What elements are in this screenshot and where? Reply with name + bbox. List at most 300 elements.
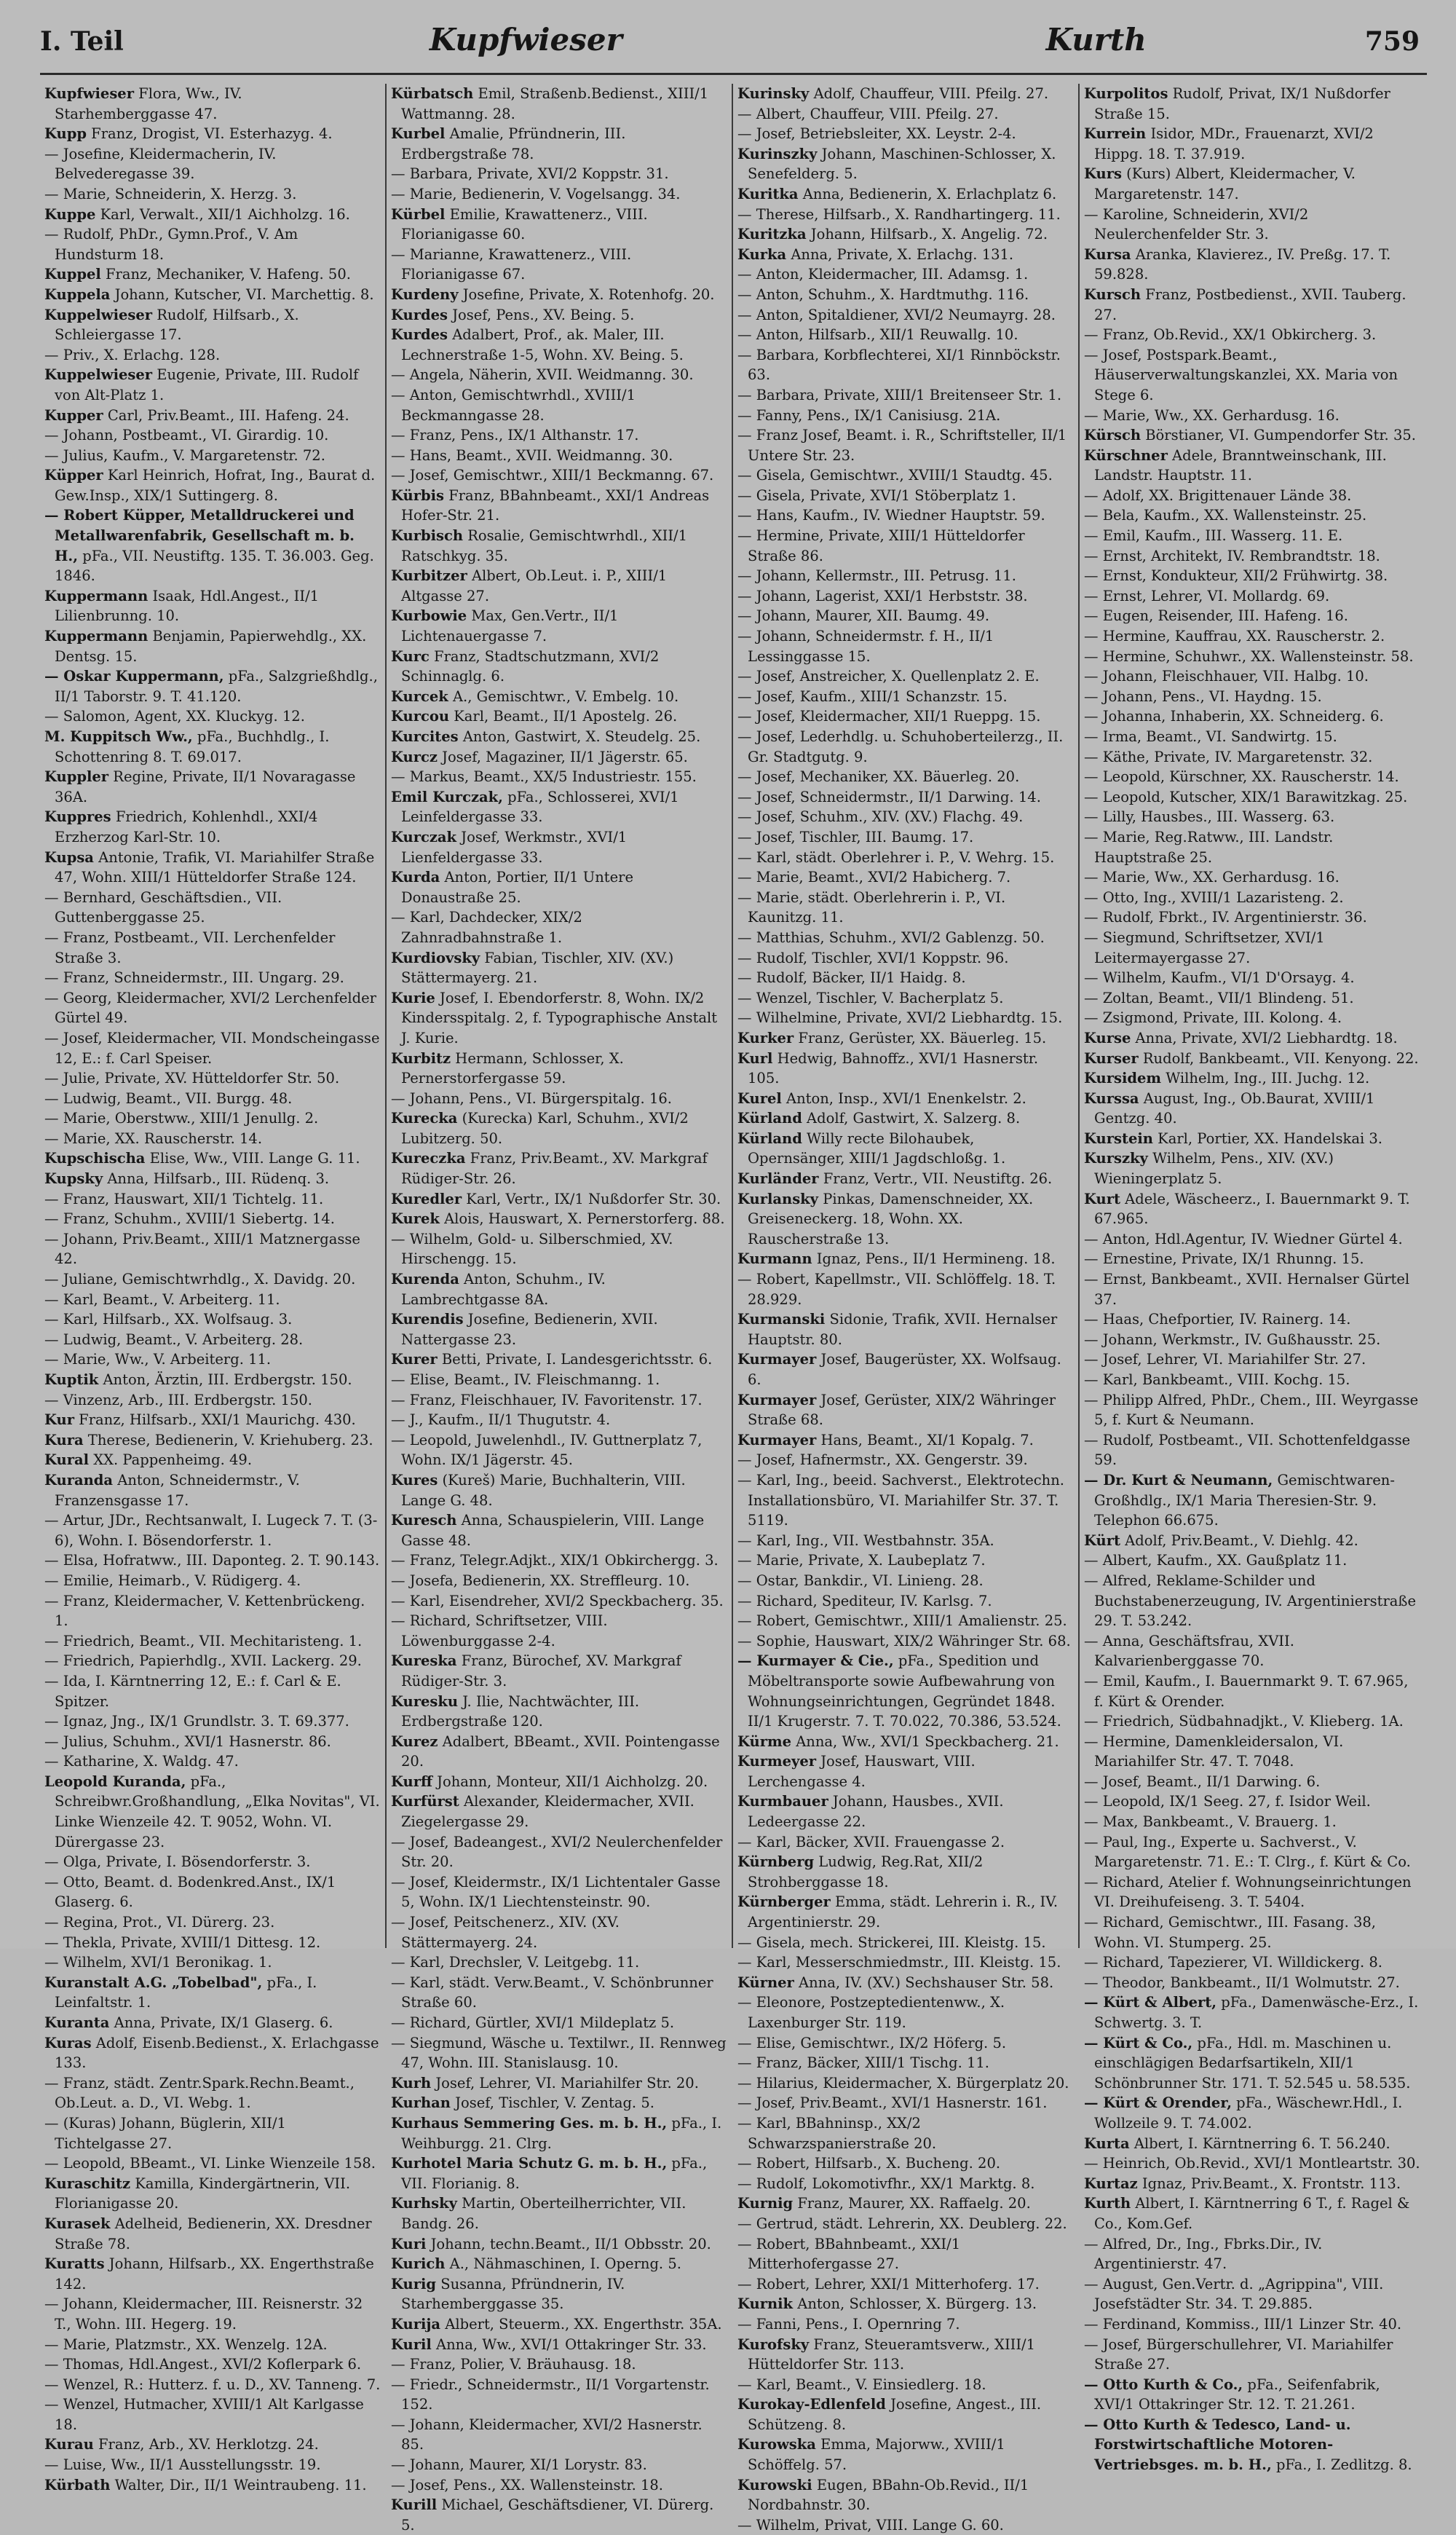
entry-surname: Kurmayer	[737, 1351, 817, 1368]
entry-surname: Kuptik	[44, 1371, 99, 1388]
directory-entry	[1084, 1631, 1422, 1671]
entry-details: — Anton, Schuhm., X. Hardtmuthg. 116.	[737, 285, 1029, 303]
entry-details: Johann, techn.Beamt., II/1 Obbsstr. 20.	[426, 2235, 711, 2252]
directory-entry	[737, 264, 1074, 285]
directory-entry	[1084, 1390, 1422, 1430]
directory-entry	[737, 1450, 1074, 1470]
directory-entry	[737, 305, 1074, 326]
entry-surname: Kurowski	[737, 2476, 812, 2493]
entry-surname: Kuritzka	[737, 226, 807, 243]
entry-surname: Kurbowie	[391, 607, 467, 625]
directory-entry	[391, 988, 727, 1049]
directory-entry	[44, 1571, 381, 1591]
directory-entry	[737, 1591, 1074, 1612]
directory-entry	[737, 385, 1074, 406]
entry-details: Karl Heinrich, Hofrat, Ing., Baurat d. Gew.Insp., XIX/1 Suttingerg. 8.	[55, 467, 376, 504]
entry-details: — Gertrud, städt. Lehrerin, XX. Deublerg. 22.	[737, 2215, 1067, 2232]
entry-details: Adele, Wäscheerz., I. Bauernmarkt 9. T. 67.965.	[1094, 1190, 1410, 1228]
entry-surname: Kurhaus Semmering Ges. m. b. H.,	[391, 2114, 668, 2132]
directory-entry	[391, 486, 727, 526]
entry-surname: Kurhan	[391, 2094, 451, 2112]
entry-details: Karl, Vertr., IX/1 Nußdorfer Str. 30.	[462, 1190, 721, 1207]
entry-details: Elise, Ww., VIII. Lange G. 11.	[145, 1150, 360, 1167]
entry-details: — Rudolf, PhDr., Gymn.Prof., V. Am Hundsturm 18.	[44, 226, 298, 263]
directory-entry	[1084, 1028, 1422, 1049]
directory-entry	[44, 2174, 381, 2214]
entry-details: Franz, Vertr., VII. Neustiftg. 26.	[818, 1170, 1053, 1188]
entry-details: Walter, Dir., II/1 Weintraubeng. 11.	[110, 2476, 367, 2493]
directory-entry	[737, 2053, 1074, 2073]
directory-entry	[391, 1470, 727, 1510]
entry-details: — Josef, Betriebsleiter, XX. Leystr. 2-4.	[737, 125, 1016, 143]
entry-details: — Wilhelmine, Private, XVI/2 Liebhardtg. 15.	[737, 1009, 1063, 1027]
directory-entry	[44, 365, 381, 405]
directory-entry	[44, 807, 381, 847]
entry-surname: Kurinsky	[737, 85, 810, 102]
directory-entry	[44, 124, 381, 144]
directory-entry	[737, 1470, 1074, 1531]
entry-details: Isidor, MDr., Frauenarzt, XVI/2 Hippg. 18. T. 37.919.	[1094, 125, 1374, 162]
entry-details: — Emil, Kaufm., III. Wasserg. 11. E.	[1084, 527, 1343, 545]
entry-details: — Franz, Fleischhauer, IV. Favoritenstr. 17.	[391, 1391, 703, 1408]
directory-entry	[1084, 2093, 1422, 2133]
directory-entry	[1084, 1089, 1422, 1129]
directory-entry	[391, 1732, 727, 1772]
entry-surname: Kurff	[391, 1773, 432, 1790]
entry-surname: Kurka	[737, 245, 787, 263]
directory-entry	[737, 807, 1074, 827]
entry-surname: Kuppela	[44, 285, 111, 303]
entry-details: Adalbert, BBeamt., XVII. Pointengasse 20.	[401, 1732, 720, 1770]
entry-details: — Johanna, Inhaberin, XX. Schneiderg. 6.	[1084, 708, 1384, 725]
directory-entry	[391, 1510, 727, 1550]
entry-surname: Kurbel	[391, 125, 446, 143]
directory-entry	[391, 827, 727, 867]
directory-entry	[391, 2455, 727, 2475]
entry-surname: Kuras	[44, 2034, 92, 2051]
entry-details: — Karl, Eisendreher, XVI/2 Speckbacherg. 35.	[391, 1592, 724, 1609]
entry-surname: Kur	[44, 1411, 74, 1429]
entry-surname: Kupsky	[44, 1170, 103, 1188]
entry-details: Adelheid, Bedienerin, XX. Dresdner Straße 78.	[55, 2215, 372, 2252]
directory-entry	[391, 1772, 727, 1792]
directory-entry	[737, 224, 1074, 245]
directory-entry	[44, 706, 381, 727]
directory-entry	[44, 1671, 381, 1711]
directory-entry	[44, 888, 381, 928]
entry-details: Franz, Arb., XV. Herklotzg. 24.	[93, 2436, 319, 2453]
entry-surname: Kürt	[1084, 1531, 1120, 1549]
entry-details: — Josef, Mechaniker, XX. Bäuerleg. 20.	[737, 768, 1020, 786]
entry-surname: Kurssa	[1084, 1089, 1139, 1107]
directory-entry	[737, 727, 1074, 767]
entry-details: — Josef, Kaufm., XIII/1 Schanzstr. 15.	[737, 687, 1008, 705]
directory-entry	[1084, 2415, 1422, 2475]
directory-entry	[391, 647, 727, 687]
entry-details: — Josef, Kleidermacher, VII. Mondscheingasse 12, E.: f. Carl Speiser.	[44, 1029, 380, 1067]
entry-details: — Priv., X. Erlachg. 128.	[44, 346, 221, 363]
entry-surname: Kürland	[737, 1129, 802, 1147]
directory-entry	[44, 1390, 381, 1411]
first-entry-keyword: Kupfwieser	[429, 22, 622, 58]
entry-surname: — Oskar Kuppermann,	[44, 668, 224, 685]
entry-details: — Franz, Ob.Revid., XX/1 Obkircherg. 3.	[1084, 326, 1377, 344]
entry-details: — Marie, Beamt., XVI/2 Habicherg. 7.	[737, 869, 1011, 886]
directory-entry	[391, 1832, 727, 1872]
directory-entry	[737, 2174, 1074, 2194]
entry-details: Antonie, Trafik, VI. Mariahilfer Straße 47, Wohn. XIII/1 Hütteldorfer Straße 124.	[55, 848, 375, 886]
entry-details: — Johann, Kleidermacher, XVI/2 Hasnerstr. 85.	[391, 2416, 703, 2453]
directory-entry	[391, 1370, 727, 1390]
directory-entry	[391, 767, 727, 787]
entry-surname: Kurdes	[391, 326, 448, 344]
entry-details: — Alfred, Dr., Ing., Fbrks.Dir., IV. Argentinierstr. 47.	[1084, 2235, 1323, 2273]
entry-surname: Kural	[44, 1451, 90, 1469]
directory-entry	[391, 1089, 727, 1109]
directory-entry	[44, 2073, 381, 2113]
directory-entry	[391, 2113, 727, 2153]
entry-details: — Rudolf, Lokomotivfhr., XX/1 Marktg. 8.	[737, 2175, 1035, 2192]
entry-details: — Rudolf, Bäcker, II/1 Haidg. 8.	[737, 969, 966, 987]
directory-entry	[737, 1631, 1074, 1652]
directory-entry	[737, 2073, 1074, 2094]
directory-entry	[737, 325, 1074, 345]
directory-entry	[44, 1510, 381, 1550]
directory-entry	[44, 84, 381, 124]
entry-surname: Kurinszky	[737, 145, 818, 162]
entry-details: Franz, Hilfsarb., XXI/1 Maurichg. 430.	[74, 1411, 356, 1429]
entry-details: — Otto, Ing., XVIII/1 Lazaristeng. 2.	[1084, 888, 1344, 906]
part-label: I. Teil	[40, 26, 124, 57]
directory-entry	[1084, 325, 1422, 345]
entry-details: — Josef, Peitschenerz., XIV. (XV. Stättermayerg. 24.	[391, 1914, 620, 1951]
directory-entry	[44, 666, 381, 706]
entry-details: — Hilarius, Kleidermacher, X. Bürgerplatz 20.	[737, 2074, 1069, 2092]
entry-surname: — Kürt & Co.,	[1084, 2034, 1193, 2051]
entry-details: Michael, Geschäftsdiener, VI. Dürerg. 5.	[401, 2496, 714, 2534]
directory-entry	[391, 2415, 727, 2455]
directory-entry	[737, 2435, 1074, 2475]
directory-entry	[44, 1330, 381, 1350]
entry-surname: Kuppe	[44, 205, 96, 223]
entry-details: — Ida, I. Kärntnerring 12, E.: f. Carl & E. Spitzer.	[44, 1672, 341, 1710]
entry-details: Martin, Oberteilherrichter, VII. Bandg. 26.	[401, 2195, 687, 2232]
entry-details: — Marie, Reg.Ratww., III. Landstr. Hauptstraße 25.	[1084, 828, 1334, 866]
entry-surname: Kuppres	[44, 808, 111, 826]
entry-surname: Kurbisch	[391, 527, 464, 545]
entry-details: — Ludwig, Beamt., VII. Burgg. 48.	[44, 1089, 293, 1107]
directory-entry	[391, 2193, 727, 2234]
directory-entry	[391, 1591, 727, 1612]
entry-details: — Elise, Beamt., IV. Fleischmanng. 1.	[391, 1371, 660, 1388]
directory-entry	[391, 1952, 727, 1973]
directory-entry	[44, 1711, 381, 1732]
entry-details: — Thekla, Private, XVIII/1 Dittesg. 12.	[44, 1933, 321, 1951]
entry-details: — Josef, Schneidermstr., II/1 Darwing. 14.	[737, 788, 1041, 805]
directory-entry	[44, 1732, 381, 1752]
entry-details: Franz, BBahnbeamt., XXI/1 Andreas Hofer-Str. 21.	[401, 486, 710, 524]
entry-surname: Kurmayer	[737, 1431, 817, 1448]
entry-details: — Olga, Private, I. Bösendorferstr. 3.	[44, 1853, 311, 1871]
entry-details: Anna, Hilfsarb., III. Rüdenq. 3.	[103, 1170, 330, 1188]
directory-entry	[737, 1269, 1074, 1309]
entry-details: — Johann, Maurer, XI/1 Lorystr. 83.	[391, 2456, 647, 2474]
entry-details: Eugenie, Private, III. Rudolf von Alt-Platz 1.	[55, 366, 359, 403]
entry-surname: Kuritka	[737, 185, 799, 202]
entry-details: Betti, Private, I. Landesgerichtsstr. 6.	[437, 1351, 713, 1368]
directory-entry	[1084, 1049, 1422, 1069]
directory-entry	[391, 2234, 727, 2255]
directory-entry	[391, 2153, 727, 2193]
entry-surname: Kurmayer	[737, 1391, 817, 1408]
directory-entry	[737, 245, 1074, 265]
directory-entry	[737, 1390, 1074, 1430]
entry-details: Johann, Hausbes., XVII. Ledeergasse 22.	[748, 1793, 1004, 1831]
directory-entry	[1084, 1872, 1422, 1912]
directory-entry	[391, 1651, 727, 1691]
directory-entry	[44, 2153, 381, 2174]
entry-surname: Kurda	[391, 869, 440, 886]
directory-entry	[391, 1229, 727, 1269]
entry-surname: Kurl	[737, 1049, 773, 1067]
entry-details: Hedwig, Bahnoffz., XVI/1 Hasnerstr. 105.	[748, 1049, 1039, 1087]
entry-details: Regine, Private, II/1 Novaragasse 36A.	[55, 768, 356, 805]
directory-entry	[1084, 1430, 1422, 1470]
entry-details: — Franz, städt. Zentr.Spark.Rechn.Beamt., Ob.Leut. a. D., VI. Webg. 1.	[44, 2074, 355, 2112]
entry-details: — Heinrich, Ob.Revid., XVI/1 Montleartstr. 30.	[1084, 2155, 1420, 2172]
entry-details: — Franz, Schuhm., XVIII/1 Siebertg. 14.	[44, 1210, 335, 1228]
entry-details: Josef, Werkmstr., XVI/1 Lienfeldergasse 33.	[401, 828, 628, 866]
entry-details: J. Ilie, Nachtwächter, III. Erdbergstraße 120.	[401, 1692, 640, 1730]
directory-entry	[1084, 1370, 1422, 1390]
directory-entry	[1084, 1973, 1422, 1993]
entry-details: Josef, I. Ebendorferstr. 8, Wohn. IX/2 Kindersspitalg. 2, f. Typographische Anstalt J. Kurie.	[401, 989, 718, 1046]
entry-details: — Franz, Hauswart, XII/1 Tichtelg. 11.	[44, 1190, 324, 1207]
entry-details: Josef, Hauswart, VIII. Lerchengasse 4.	[748, 1753, 976, 1790]
directory-entry	[737, 928, 1074, 948]
entry-details: — Leopold, IX/1 Seeg. 27, f. Isidor Weil.	[1084, 1793, 1371, 1810]
entry-details: — Eleonore, Postzeptedientenww., X. Laxenburger Str. 119.	[737, 1994, 1005, 2031]
directory-entry	[737, 666, 1074, 687]
entry-details: — Franz, Schneidermstr., III. Ungarg. 29.	[44, 969, 344, 987]
directory-entry	[737, 626, 1074, 666]
entry-details: Hans, Beamt., XI/1 Kopalg. 7.	[816, 1431, 1034, 1448]
directory-entry	[44, 928, 381, 968]
entry-details: — Salomon, Agent, XX. Kluckyg. 12.	[44, 708, 305, 725]
entry-details: pFa., Spedition und Möbeltransporte sowie Aufbewahrung von Wohnungseinrichtungen, Gegründet 1848. II/1 Krugerstr. 7. T. 70.022, 70.386, 53.524.	[748, 1652, 1061, 1730]
directory-entry	[737, 2153, 1074, 2174]
directory-entry	[1084, 1812, 1422, 1832]
directory-entry	[1084, 1992, 1422, 2033]
entry-details: pFa., Damenwäsche-Erz., I. Schwertg. 3. T.	[1094, 1994, 1419, 2031]
entry-details: — Hermine, Schuhwr., XX. Wallensteinstr. 58.	[1084, 647, 1414, 665]
entry-details: — Alfred, Reklame-Schilder und Buchstabenerzeugung, IV. Argentinierstraße 29. T. 53.242.	[1084, 1572, 1416, 1630]
entry-details: — Ludwig, Beamt., V. Arbeiterg. 28.	[44, 1330, 304, 1348]
entry-details: — Richard, Atelier f. Wohnungseinrichtungen VI. Dreihufeiseng. 3. T. 5404.	[1084, 1873, 1412, 1911]
directory-entry	[44, 345, 381, 366]
entry-details: Benjamin, Papierwehdlg., XX. Dentsg. 15.	[55, 628, 367, 665]
directory-entry	[44, 425, 381, 446]
entry-details: pFa., Wäschewr.Hdl., I. Wollzeile 9. T. 74.002.	[1094, 2094, 1403, 2132]
entry-details: Emma, Majorww., XVIII/1 Schöffelg. 57.	[748, 2436, 1005, 2474]
directory-entry	[737, 205, 1074, 225]
directory-entry	[391, 1189, 727, 1210]
entry-details: pFa., Schreibwr.Großhandlung, „Elka Novitas", VI. Linke Wienzeile 42. T. 9052, Wohn. VI. Dürergasse 23.	[55, 1773, 380, 1850]
directory-entry	[44, 2455, 381, 2475]
entry-details: — August, Gen.Vertr. d. „Agrippina", VIII. Josefstädter Str. 34. T. 29.885.	[1084, 2275, 1384, 2313]
entry-surname: Kureska	[391, 1652, 457, 1670]
directory-entry	[1084, 827, 1422, 867]
directory-entry	[1084, 1952, 1422, 1973]
directory-entry	[44, 505, 381, 586]
entry-details: — Franz, Polier, V. Bräuhausg. 18.	[391, 2356, 636, 2373]
entry-details: — Johann, Kellermstr., III. Petrusg. 11.	[737, 567, 1016, 585]
entry-surname: — Kürt & Orender,	[1084, 2094, 1232, 2112]
entry-surname: — Kürt & Albert,	[1084, 1994, 1217, 2011]
directory-entry	[391, 1148, 727, 1188]
entry-details: — Leopold, Juwelenhdl., IV. Guttnerplatz 7, Wohn. IX/1 Jägerstr. 45.	[391, 1431, 703, 1469]
directory-entry	[737, 1832, 1074, 1853]
directory-entry	[391, 2274, 727, 2314]
directory-entry	[737, 968, 1074, 988]
entry-details: — Karl, Ing., VII. Westbahnstr. 35A.	[737, 1531, 994, 1549]
entry-details: — Richard, Tapezierer, VI. Willdickerg. 8.	[1084, 1954, 1382, 1971]
entry-details: — Irma, Beamt., VI. Sandwirtg. 15.	[1084, 728, 1337, 745]
entry-surname: Kurse	[1084, 1029, 1131, 1046]
directory-entry	[391, 425, 727, 446]
entry-surname: Kurfürst	[391, 1793, 459, 1810]
entry-details: — Fanni, Pens., I. Opernring 7.	[737, 2315, 960, 2333]
entry-details: Hermann, Schlosser, X. Pernerstorfergasse 59.	[401, 1049, 624, 1087]
entry-surname: Kursch	[1084, 285, 1141, 303]
entry-surname: Kurig	[391, 2275, 437, 2292]
entry-surname: Kürbatsch	[391, 85, 474, 102]
entry-details: Rudolf, Bankbeamt., VII. Kenyong. 22.	[1138, 1049, 1419, 1067]
entry-surname: Kupschischa	[44, 1150, 146, 1167]
entry-details: Emil, Straßenb.Bedienst., XIII/1 Wattmanng. 28.	[401, 85, 709, 122]
entry-details: — Johann, Kleidermacher, III. Reisnerstr. 32 T., Wohn. III. Hegerg. 19.	[44, 2295, 363, 2333]
entry-details: — Eugen, Reisender, III. Hafeng. 16.	[1084, 607, 1348, 625]
directory-entry	[44, 1751, 381, 1772]
directory-entry	[391, 1912, 727, 1952]
entry-surname: Kurhsky	[391, 2195, 457, 2212]
entry-details: — Hans, Beamt., XVII. Weidmanng. 30.	[391, 446, 673, 464]
directory-entry	[391, 1309, 727, 1349]
entry-details: Franz, Priv.Beamt., XV. Markgraf Rüdiger-Str. 26.	[401, 1150, 708, 1188]
entry-details: — Elsa, Hofratww., III. Daponteg. 2. T. 90.143.	[44, 1552, 380, 1569]
column-3	[733, 84, 1080, 2534]
directory-entry	[391, 205, 727, 245]
entry-surname: Kures	[391, 1471, 438, 1489]
directory-entry	[1084, 1249, 1422, 1269]
directory-entry	[1084, 1068, 1422, 1089]
entry-surname: Kurau	[44, 2436, 94, 2453]
entry-details: — Marie, Ww., XX. Gerhardusg. 16.	[1084, 869, 1340, 886]
entry-details: Karl, Verwalt., XII/1 Aichholzg. 16.	[95, 205, 350, 223]
entry-details: Adolf, Priv.Beamt., V. Diehlg. 42.	[1120, 1531, 1358, 1549]
entry-details: — Johann, Schneidermstr. f. H., II/1 Lessinggasse 15.	[737, 628, 994, 665]
entry-details: — Rudolf, Fbrkt., IV. Argentinierstr. 36.	[1084, 909, 1367, 926]
directory-entry	[1084, 706, 1422, 727]
entry-details: — Artur, JDr., Rechtsanwalt, I. Lugeck 7. T. (3-6), Wohn. I. Bösendorferstr. 1.	[44, 1512, 378, 1549]
entry-surname: Kürnberger	[737, 1893, 831, 1911]
entry-details: — Fanny, Pens., IX/1 Canisiusg. 21A.	[737, 406, 1001, 424]
entry-surname: Kureczka	[391, 1150, 466, 1167]
entry-details: Johann, Hilfsarb., X. Angelig. 72.	[806, 226, 1048, 243]
entry-details: — Franz, Kleidermacher, V. Kettenbrückeng. 1.	[44, 1592, 365, 1630]
directory-entry	[391, 446, 727, 466]
entry-details: — Max, Bankbeamt., V. Brauerg. 1.	[1084, 1813, 1337, 1831]
entry-details: Anton, Schlosser, X. Bürgerg. 13.	[793, 2295, 1037, 2313]
entry-surname: Kurbitzer	[391, 567, 467, 585]
entry-surname: Kurmanski	[737, 1311, 826, 1328]
entry-details: Josef, Gerüster, XIX/2 Währinger Straße 68.	[748, 1391, 1056, 1429]
entry-details: Rosalie, Gemischtwrhdl., XII/1 Ratschkyg. 35.	[401, 527, 688, 564]
directory-entry	[737, 2214, 1074, 2234]
entry-details: — Emilie, Heimarb., V. Rüdigerg. 4.	[44, 1572, 301, 1589]
directory-entry	[391, 285, 727, 305]
directory-entry	[44, 2435, 381, 2455]
entry-details: — Hermine, Private, XIII/1 Hütteldorfer Straße 86.	[737, 527, 1025, 564]
directory-entry	[1084, 1330, 1422, 1350]
directory-entry	[737, 1933, 1074, 1953]
entry-surname: Kurill	[391, 2496, 438, 2514]
entry-details: — Julie, Private, XV. Hütteldorfer Str. 50.	[44, 1070, 340, 1087]
entry-surname: Kurczak	[391, 828, 457, 845]
directory-entry	[1084, 345, 1422, 406]
entry-surname: Kuppelwieser	[44, 306, 153, 323]
directory-entry	[737, 486, 1074, 506]
entry-surname: Kuppel	[44, 266, 101, 283]
directory-entry	[737, 1008, 1074, 1028]
entry-details: — Johann, Pens., VI. Bürgerspitalg. 16.	[391, 1089, 672, 1107]
directory-entry	[737, 124, 1074, 144]
directory-entry	[391, 606, 727, 646]
directory-entry	[44, 1349, 381, 1370]
entry-details: Anna, Bedienerin, X. Erlachplatz 6.	[798, 185, 1057, 202]
directory-entry	[1084, 1148, 1422, 1188]
entry-surname: Kuranda	[44, 1471, 114, 1489]
entry-details: pFa., Seifenfabrik, XVI/1 Ottakringer Str. 12. T. 21.261.	[1094, 2376, 1380, 2413]
entry-details: — Theodor, Bankbeamt., II/1 Wolmutstr. 27.	[1084, 1974, 1400, 1991]
entry-details: — Ferdinand, Kommiss., III/1 Linzer Str. 40.	[1084, 2315, 1402, 2333]
entry-details: — Leopold, Kürschner, XX. Rauscherstr. 14.	[1084, 768, 1399, 786]
entry-details: Franz, Stadtschutzmann, XVI/2 Schinnaglg. 6.	[401, 647, 660, 685]
entry-surname: Kurmbauer	[737, 1793, 828, 1810]
directory-entry	[44, 1370, 381, 1390]
directory-entry	[737, 184, 1074, 205]
entry-details: — Josefa, Bedienerin, XX. Streffleurg. 10.	[391, 1572, 690, 1589]
directory-entry	[737, 2394, 1074, 2435]
entry-surname: Kuppermann	[44, 587, 149, 604]
directory-entry	[737, 1249, 1074, 1269]
directory-entry	[391, 2335, 727, 2355]
entry-surname: Kurdiovsky	[391, 949, 480, 966]
entry-details: — Anton, Hilfsarb., XII/1 Reuwallg. 10.	[737, 326, 1018, 344]
directory-entry	[1084, 205, 1422, 245]
directory-entry	[737, 84, 1074, 104]
column-2	[387, 84, 733, 2534]
directory-entry	[737, 1973, 1074, 1993]
entry-details: — Johann, Werkmstr., IV. Gußhausstr. 25.	[1084, 1330, 1381, 1348]
entry-surname: Kurich	[391, 2255, 446, 2273]
directory-entry	[44, 1148, 381, 1169]
entry-details: — Marie, Private, X. Laubeplatz 7.	[737, 1552, 986, 1569]
entry-details: — Wenzel, R.: Hutterz. f. u. D., XV. Tanneng. 7.	[44, 2376, 381, 2393]
directory-entry	[1084, 867, 1422, 888]
directory-entry	[737, 1892, 1074, 1932]
directory-entry	[737, 1531, 1074, 1551]
